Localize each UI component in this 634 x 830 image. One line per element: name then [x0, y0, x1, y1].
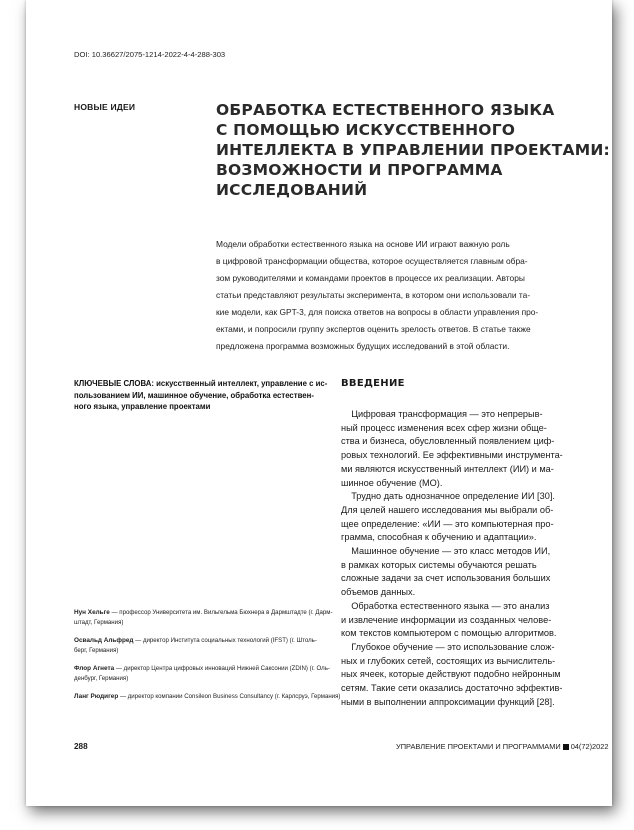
author-entry — [74, 608, 333, 628]
body-line: объемов данных. — [341, 587, 416, 598]
body-line: ных ячеек, которые действуют подобно нейронным — [341, 669, 561, 680]
body-line: сетям. Такие сети оказались достаточно эффектив- — [341, 683, 563, 694]
abstract-line: ектами, и попросили группу экспертов оценить зрелость ответов. В статье также — [216, 324, 531, 334]
body-line: ровых технологий. Ее эффективными инструмента- — [341, 450, 563, 461]
abstract-line: в цифровой трансформации общества, которое осуществляется главным обра- — [216, 256, 528, 266]
body-line: ными в выполнении аппроксимации функций [28]. — [341, 696, 555, 707]
doi: DOI: 10.36627/2075-1214-2022-4-4-288-303 — [74, 50, 226, 59]
author-entry — [74, 636, 324, 656]
author-affiliation: — директор Центра цифровых инноваций Нижней Саксонии (ZDIN) (г. Оль- — [114, 665, 330, 672]
author-affiliation-cont: штадт, Германия) — [74, 619, 124, 626]
title-line: ВОЗМОЖНОСТИ И ПРОГРАММА — [216, 161, 503, 179]
author-affiliation: — директор Института социальных технологий (IFST) (г. Штоль- — [133, 637, 317, 644]
page-number: 288 — [74, 742, 88, 751]
author-name: Нун Хельге — [74, 609, 110, 616]
body-line: Обработка естественного языка — это анализ — [341, 600, 550, 611]
body-line: в рамках которых системы обучаются решать — [341, 559, 537, 570]
body-line: ный процесс изменения всех сфер жизни обще- — [341, 422, 547, 433]
title-line: ИССЛЕДОВАНИЙ — [216, 181, 368, 199]
journal-name: УПРАВЛЕНИЕ ПРОЕКТАМИ И ПРОГРАММАМИ — [396, 742, 561, 751]
author-entry — [74, 692, 341, 702]
body-line: Трудно дать однозначное определение ИИ [30]. — [341, 491, 555, 502]
author-name: Освальд Альфред — [74, 637, 134, 644]
author-list — [74, 608, 341, 710]
body-line: и извлечение информации из созданных человe- — [341, 614, 552, 625]
abstract — [216, 236, 591, 355]
body-line: ных и глубоких сетей, состоящих из вычислитель- — [341, 655, 556, 666]
running-footer — [396, 742, 609, 751]
author-entry — [74, 664, 330, 684]
title-line: С ПОМОЩЬЮ ИСКУССТВЕННОГО — [216, 121, 516, 139]
author-affiliation-cont: берг, Германия) — [74, 647, 119, 654]
body-line: Машинное обучение — это класс методов ИИ, — [341, 546, 551, 557]
author-affiliation: — профессор Университета им. Вильгельма Бюхнера в Дармштадте (г. Дарм- — [109, 609, 333, 616]
author-affiliation: — директор компании Consileon Business Consultancy (г. Карлсруэ, Германия) — [118, 693, 341, 700]
body-line: ком текстов компьютером с помощью алгоритмов. — [341, 628, 557, 639]
body-line: щее определение: «ИИ — это компьютерная про- — [341, 518, 554, 529]
author-name: Флор Агнета — [74, 665, 115, 672]
body-line: Глубокое обучение — это использование слож- — [341, 641, 555, 652]
author-affiliation-cont: денбург, Германия) — [74, 675, 129, 682]
abstract-line: Модели обработки естественного языка на основе ИИ играют важную роль — [216, 239, 510, 249]
abstract-line: кие модели, как GPT-3, для поиска ответов на вопросы в области управления про- — [216, 307, 539, 317]
body-line: ства и бизнеса, обусловленный появлением циф- — [341, 436, 555, 447]
body-line: грамма, способная к обучению и адаптации». — [341, 532, 537, 543]
body-line: шинное обучение (МО). — [341, 477, 443, 488]
journal-page — [26, 0, 612, 806]
article-title — [216, 100, 610, 200]
title-line: ОБРАБОТКА ЕСТЕСТВЕННОГО ЯЗЫКА — [216, 101, 555, 119]
body-line: сложные задачи за счет использования больших — [341, 573, 551, 584]
keywords — [74, 378, 328, 413]
body-text — [341, 408, 596, 709]
keywords-line: пользованием ИИ, машинное обучение, обработка естествен- — [74, 390, 314, 400]
square-icon — [563, 744, 569, 750]
body-line: Цифровая трансформация — это непрерыв- — [341, 409, 543, 419]
abstract-line: зом руководителями и командами проектов в процессе их реализации. Авторы — [216, 273, 525, 283]
body-line: Для целей нашего исследования мы выбрали об- — [341, 504, 554, 515]
section-heading: ВВЕДЕНИЕ — [341, 378, 405, 389]
abstract-line: предложена программа возможных будущих исследований в этой области. — [216, 341, 510, 351]
abstract-line: статьи представляют результаты эксперимента, в котором они использовали та- — [216, 290, 531, 300]
keywords-line: ного языка, управление проектами — [74, 402, 211, 411]
body-line: ми являются искусственный интеллект (ИИ) и ма- — [341, 463, 554, 474]
author-name: Ланг Рюдигер — [74, 693, 119, 700]
title-line: ИНТЕЛЛЕКТА В УПРАВЛЕНИИ ПРОЕКТАМИ: — [216, 141, 610, 159]
keywords-line: КЛЮЧЕВЫЕ СЛОВА: искусственный интеллект, управление с ис- — [74, 379, 328, 388]
section-tag: НОВЫЕ ИДЕИ — [74, 102, 136, 112]
issue-number: 04(72)2022 — [570, 742, 609, 751]
